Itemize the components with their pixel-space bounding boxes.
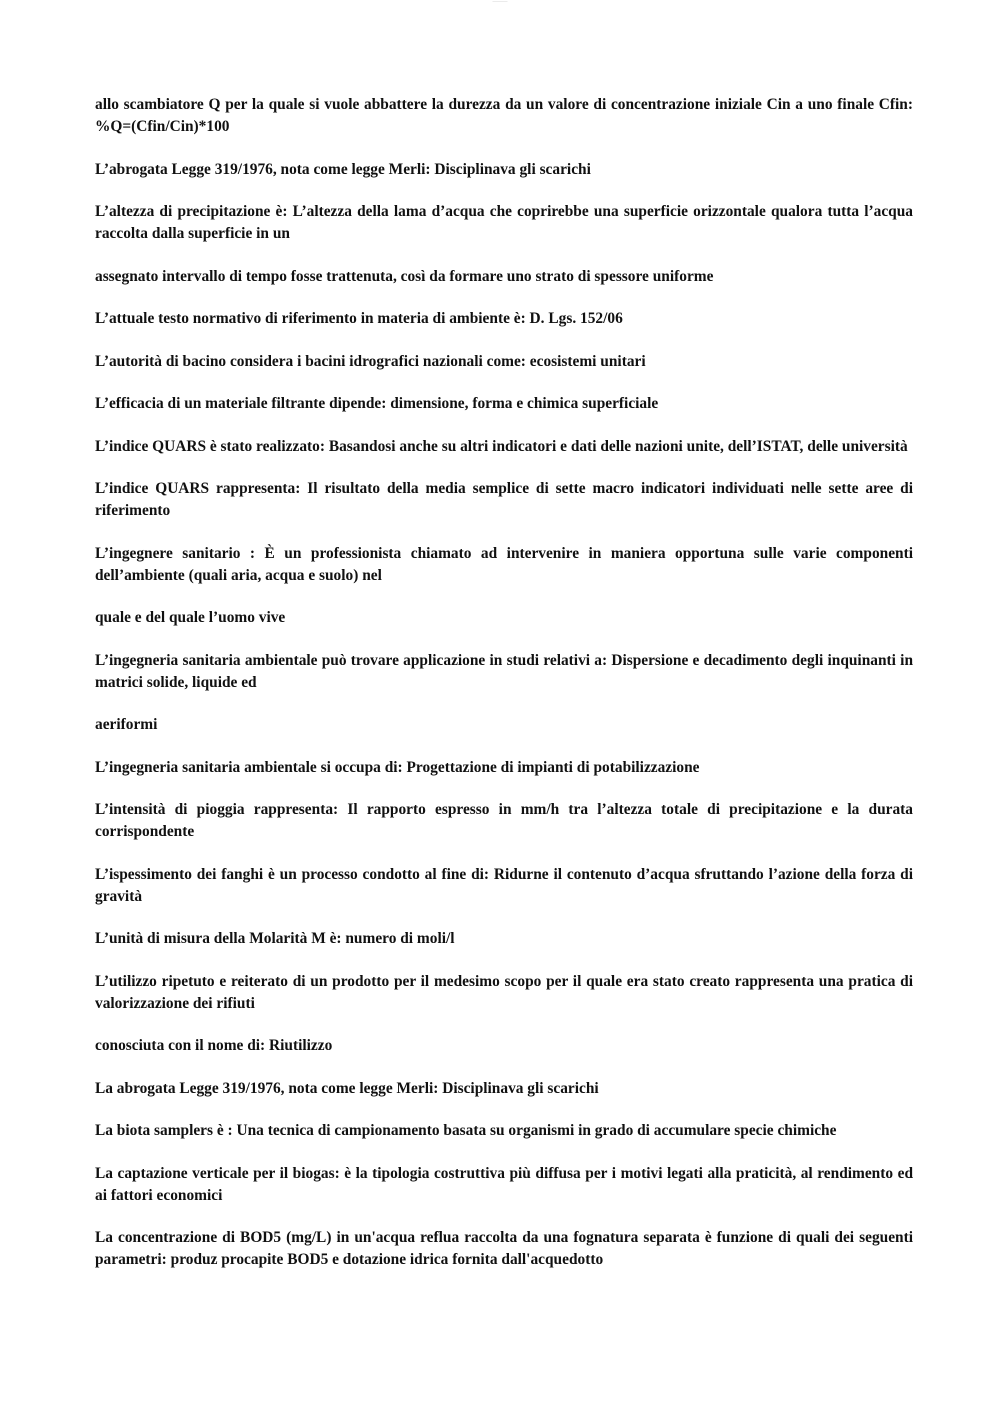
paragraph: aeriformi bbox=[95, 716, 158, 733]
paragraph: allo scambiatore Q per la quale si vuole abbattere la durezza da un valore di concentrazione iniziale Cin a uno finale Cfin: %Q=(Cfin/Cin)*100 bbox=[95, 96, 913, 135]
paragraph: La captazione verticale per il biogas: è la tipologia costruttiva più diffusa per i motivi legati alla praticità, al rendimento ed ai fattori economici bbox=[95, 1164, 913, 1204]
paragraph: L’efficacia di un materiale filtrante dipende: dimensione, forma e chimica superficiale bbox=[95, 395, 659, 412]
paragraph: L’autorità di bacino considera i bacini idrografici nazionali come: ecosistemi unitari bbox=[95, 352, 646, 370]
paragraph: conosciuta con il nome di: Riutilizzo bbox=[95, 1037, 333, 1054]
paragraph: L’ingegneria sanitaria ambientale può trovare applicazione in studi relativi a: Dispersione e decadimento degli inquinanti in matrici solide, liquide ed bbox=[95, 651, 913, 691]
paragraph: L’attuale testo normativo di riferimento in materia di ambiente è: D. Lgs. 152/06 bbox=[95, 310, 623, 327]
paragraph: L’ingegnere sanitario : È un professionista chiamato ad intervenire in maniera opportuna sulle varie componenti dell’ambiente (quali aria, acqua e suolo) nel bbox=[95, 544, 913, 584]
paragraph: L’ingegneria sanitaria ambientale si occupa di: Progettazione di impianti di potabilizzazione bbox=[95, 758, 700, 776]
paragraph: L’indice QUARS rappresenta: Il risultato della media semplice di sette macro indicatori individuati nelle sette aree di riferimento bbox=[95, 480, 913, 519]
header-mark: ————— bbox=[492, 0, 508, 3]
paragraph: L’intensità di pioggia rappresenta: Il rapporto espresso in mm/h tra l’altezza totale di precipitazione e la durata corrispondente bbox=[95, 801, 913, 840]
document-body bbox=[95, 94, 913, 1292]
paragraph: L’utilizzo ripetuto e reiterato di un prodotto per il medesimo scopo per il quale era stato creato rappresenta una pratica di valorizzazione dei rifiuti bbox=[95, 972, 913, 1012]
paragraph: La biota samplers è : Una tecnica di campionamento basata su organismi in grado di accumulare specie chimiche bbox=[95, 1122, 837, 1139]
paragraph: L’abrogata Legge 319/1976, nota come legge Merli: Disciplinava gli scarichi bbox=[95, 160, 591, 178]
paragraph: La concentrazione di BOD5 (mg/L) in un'acqua reflua raccolta da una fognatura separata è funzione di quali dei seguenti parametri: produz procapite BOD5 e dotazione idrica fornita dall'acquedotto bbox=[95, 1229, 913, 1268]
paragraph: quale e del quale l’uomo vive bbox=[95, 609, 286, 626]
paragraph: assegnato intervallo di tempo fosse trattenuta, così da formare uno strato di spessore uniforme bbox=[95, 267, 714, 285]
paragraph: L’unità di misura della Molarità M è: numero di moli/l bbox=[95, 930, 455, 947]
paragraph: L’ispessimento dei fanghi è un processo condotto al fine di: Ridurne il contenuto d’acqua sfruttando l’azione della forza di gravità bbox=[95, 865, 913, 905]
paragraph: L’indice QUARS è stato realizzato: Basandosi anche su altri indicatori e dati delle nazioni unite, dell’ISTAT, delle università bbox=[95, 437, 908, 455]
paragraph: La abrogata Legge 319/1976, nota come legge Merli: Disciplinava gli scarichi bbox=[95, 1079, 599, 1097]
paragraph: L’altezza di precipitazione è: L’altezza della lama d’acqua che coprirebbe una superficie orizzontale qualora tutta l’acqua raccolta dalla superficie in un bbox=[95, 203, 913, 242]
